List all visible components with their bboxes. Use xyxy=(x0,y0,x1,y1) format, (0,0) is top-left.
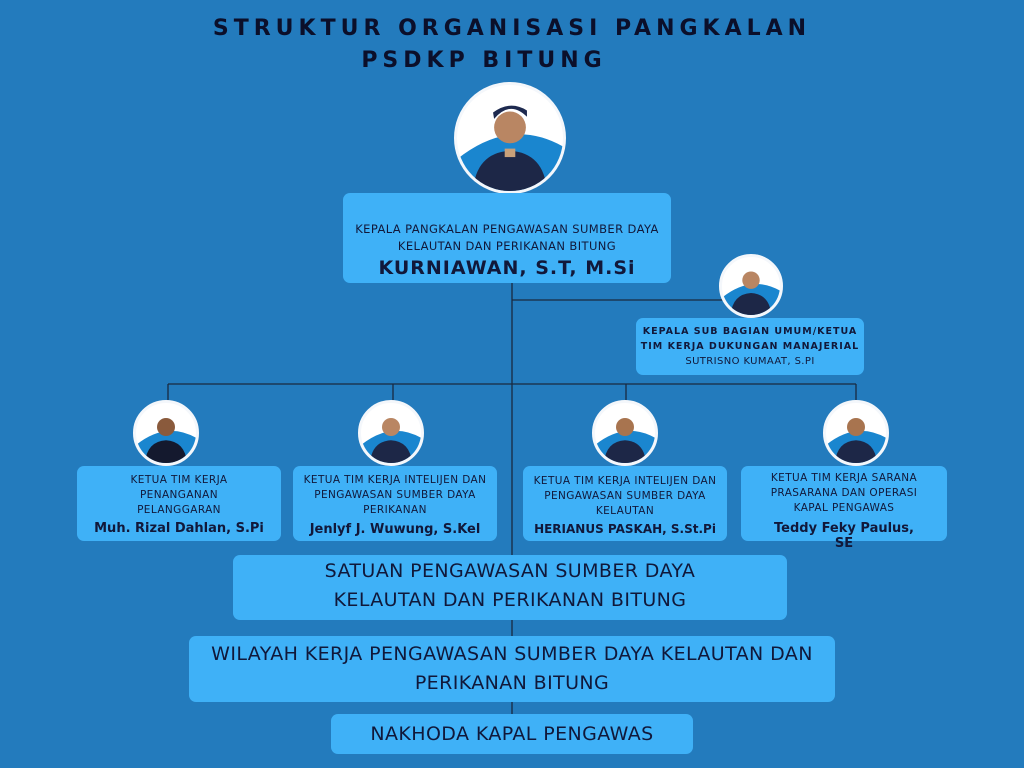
wilayah-label: WILAYAH KERJA PENGAWASAN SUMBER DAYA KELAUTAN DAN PERIKANAN BITUNG xyxy=(211,643,813,694)
sub-bagian-box xyxy=(636,318,864,375)
sub-bagian-name: SUTRISNO KUMAAT, S.PI xyxy=(685,356,815,367)
team2-portrait-icon xyxy=(358,400,424,466)
satuan-box xyxy=(233,555,787,620)
team4-portrait-icon xyxy=(823,400,889,466)
chart-title-line2: PSDKP BITUNG xyxy=(361,48,607,73)
team4-name: Teddy Feky Paulus, SE xyxy=(774,521,914,551)
team1-name: Muh. Rizal Dahlan, S.Pi xyxy=(94,521,264,536)
sub-bagian-portrait-icon xyxy=(719,254,783,318)
team3-box xyxy=(523,466,727,541)
team1-role: KETUA TIM KERJA PENANGANAN PELANGGARAN xyxy=(130,474,228,516)
head-box xyxy=(343,193,671,283)
head-portrait-icon xyxy=(454,82,566,194)
team1-portrait-icon xyxy=(133,400,199,466)
nakhoda-box xyxy=(331,714,693,754)
team3-role: KETUA TIM KERJA INTELIJEN DAN PENGAWASAN SUMBER DAYA KELAUTAN xyxy=(533,475,717,517)
team2-name: Jenlyf J. Wuwung, S.Kel xyxy=(309,522,481,537)
team3-name: HERIANUS PASKAH, S.St.Pi xyxy=(534,522,716,536)
team2-role: KETUA TIM KERJA INTELIJEN DAN PENGAWASAN SUMBER DAYA PERIKANAN xyxy=(303,474,487,516)
sub-bagian-role: KEPALA SUB BAGIAN UMUM/KETUA TIM KERJA DUKUNGAN MANAJERIAL xyxy=(640,326,860,352)
chart-title-line1: STRUKTUR ORGANISASI PANGKALAN xyxy=(212,16,812,41)
wilayah-box xyxy=(189,636,835,702)
team4-role: KETUA TIM KERJA SARANA PRASARANA DAN OPERASI KAPAL PENGAWAS xyxy=(770,472,918,514)
team4-box xyxy=(741,466,947,551)
satuan-label: SATUAN PENGAWASAN SUMBER DAYA KELAUTAN DAN PERIKANAN BITUNG xyxy=(324,560,696,611)
team1-box xyxy=(77,466,281,541)
nakhoda-label: NAKHODA KAPAL PENGAWAS xyxy=(370,723,654,745)
head-role: KEPALA PANGKALAN PENGAWASAN SUMBER DAYA KELAUTAN DAN PERIKANAN BITUNG xyxy=(355,222,659,253)
team2-box xyxy=(293,466,497,541)
team3-portrait-icon xyxy=(592,400,658,466)
head-name: KURNIAWAN, S.T, M.Si xyxy=(378,257,636,279)
